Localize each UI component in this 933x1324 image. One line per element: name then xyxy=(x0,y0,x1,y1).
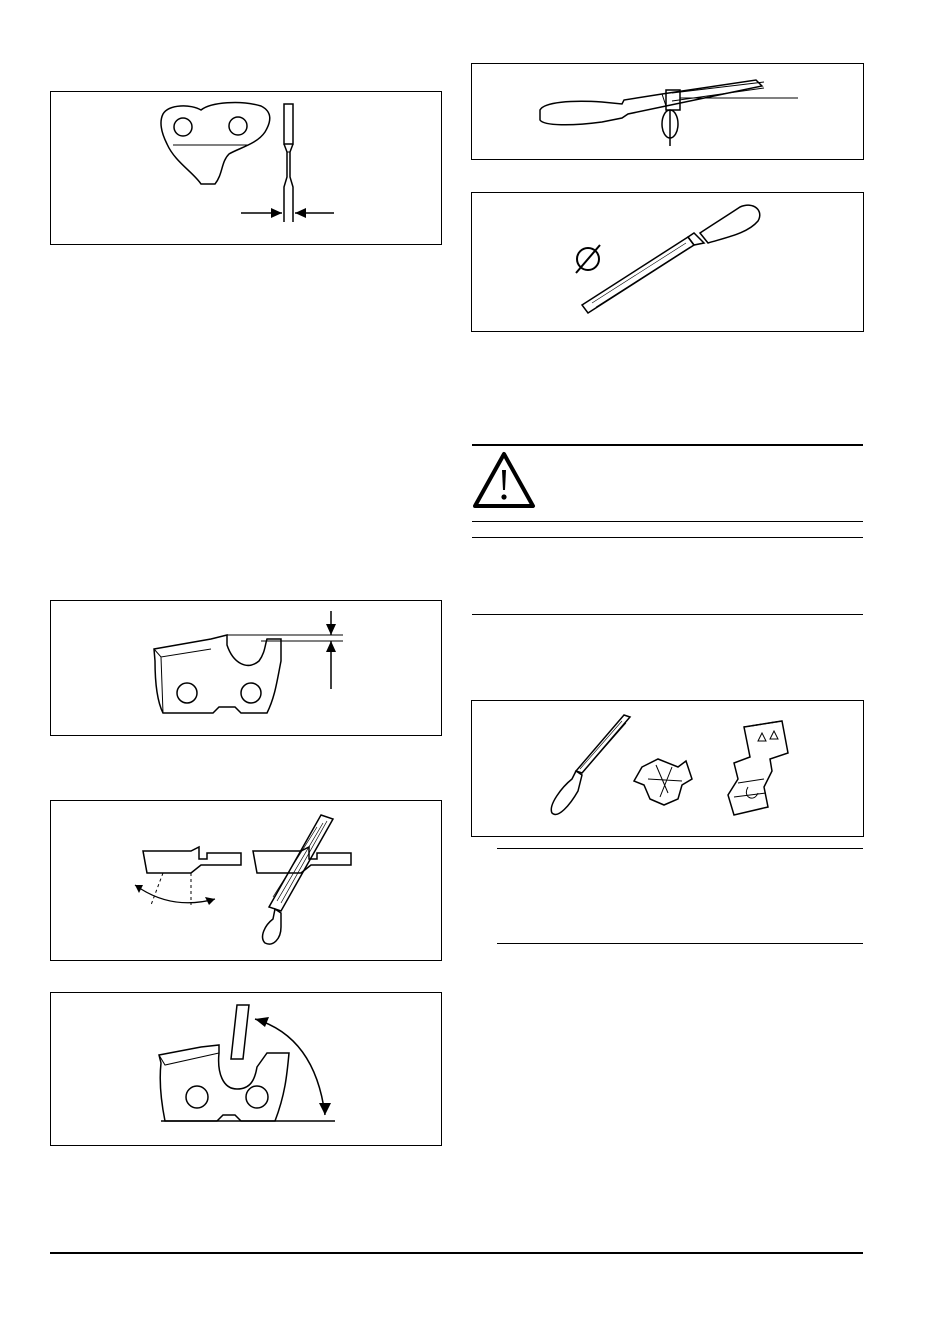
file-holder-illustration xyxy=(472,64,865,161)
footer-rule xyxy=(50,1252,863,1254)
note2-bottom-rule xyxy=(497,943,863,944)
note-top-rule xyxy=(472,537,863,538)
cutter-angle-illustration xyxy=(51,993,443,1147)
file-holder-figure xyxy=(471,63,864,160)
warning-bottom-rule xyxy=(472,521,863,522)
drive-link-illustration xyxy=(51,92,443,246)
warning-triangle-icon xyxy=(472,450,536,512)
cutter-depth-illustration xyxy=(51,601,443,737)
note2-top-rule xyxy=(497,848,863,849)
sharpening-kit-figure xyxy=(471,700,864,837)
depth-gauge-figure xyxy=(50,600,442,736)
top-plate-angle-figure xyxy=(50,992,442,1146)
chain-gauge-figure xyxy=(50,91,442,245)
note-bottom-rule xyxy=(472,614,863,615)
round-file-illustration xyxy=(472,193,865,333)
filing-angle-figure xyxy=(50,800,442,961)
cutter-file-illustration xyxy=(51,801,443,962)
warning-top-rule xyxy=(472,444,863,446)
file-diameter-figure xyxy=(471,192,864,332)
sharpening-kit-illustration xyxy=(472,701,865,838)
